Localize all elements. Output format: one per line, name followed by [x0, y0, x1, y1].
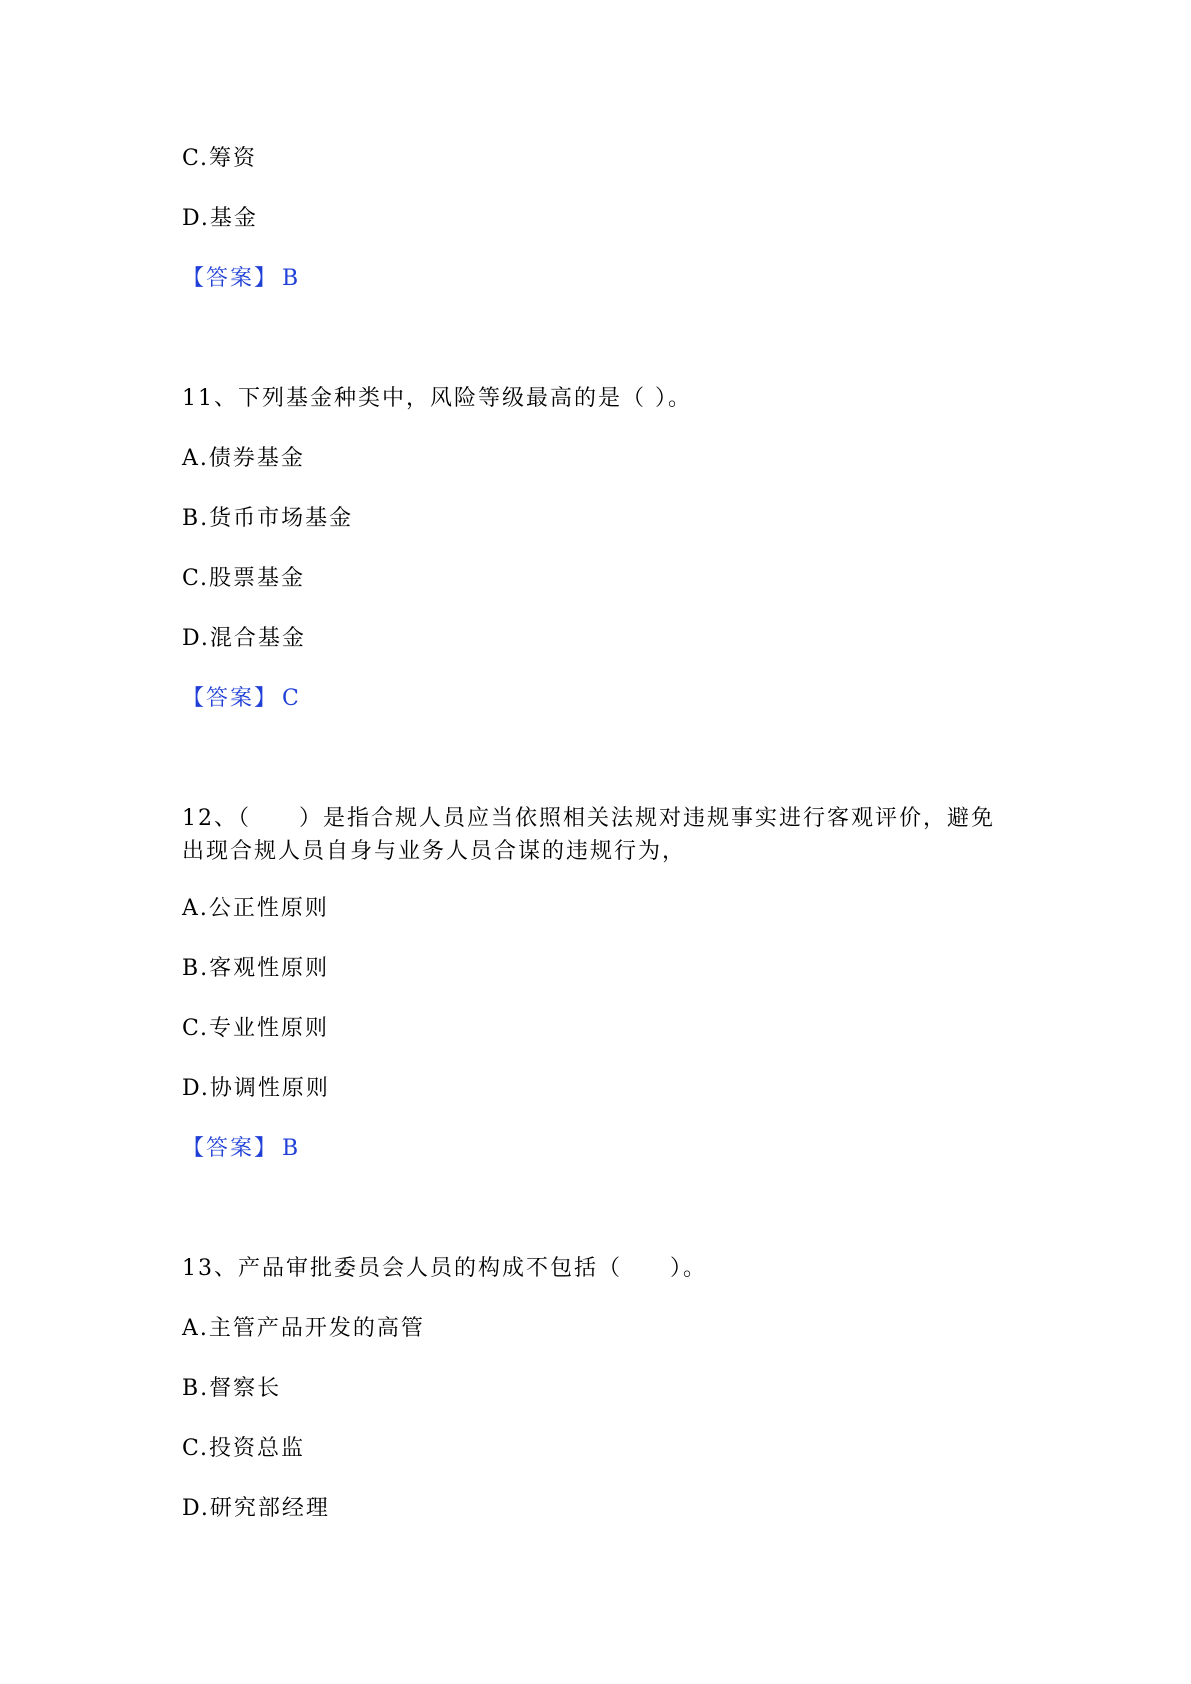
- q13-option-c: C.投资总监: [182, 1436, 306, 1461]
- q11-option-b: B.货币市场基金: [182, 506, 354, 531]
- question-12-stem-line2: 出现合规人员自身与业务人员合谋的违规行为，: [182, 839, 687, 864]
- q13-option-d: D.研究部经理: [182, 1496, 330, 1521]
- answer-value: C: [282, 686, 301, 711]
- q12-answer-line: [182, 1133, 300, 1165]
- option-c: C.筹资: [182, 146, 258, 171]
- q12-option-c: C.专业性原则: [182, 1016, 330, 1041]
- q11-answer-line: [182, 683, 301, 715]
- q11-option-a: A.债券基金: [182, 446, 305, 471]
- q12-option-b: B.客观性原则: [182, 956, 330, 981]
- answer-value: B: [282, 1136, 301, 1161]
- q13-option-b: B.督察长: [182, 1376, 282, 1401]
- q12-option-a: A.公正性原则: [182, 896, 329, 921]
- question-13-stem: 13、产品审批委员会人员的构成不包括（ ）。: [182, 1256, 707, 1281]
- answer-value: B: [282, 266, 301, 291]
- q11-option-d: D.混合基金: [182, 626, 306, 651]
- answer-line: [182, 263, 300, 295]
- answer-label: 【答案】: [182, 686, 279, 711]
- question-12-stem-line1: 12、（ ）是指合规人员应当依照相关法规对违规事实进行客观评价，避免: [182, 806, 995, 831]
- option-d: D.基金: [182, 206, 258, 231]
- answer-label: 【答案】: [182, 1136, 279, 1161]
- question-11-stem: 11、下列基金种类中，风险等级最高的是（ ）。: [182, 386, 692, 411]
- q12-option-d: D.协调性原则: [182, 1076, 330, 1101]
- answer-label: 【答案】: [182, 266, 279, 291]
- q11-option-c: C.股票基金: [182, 566, 306, 591]
- q13-option-a: A.主管产品开发的高管: [182, 1316, 425, 1341]
